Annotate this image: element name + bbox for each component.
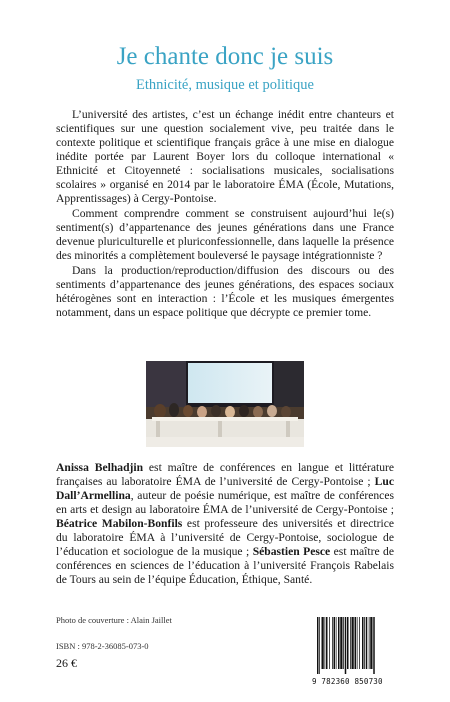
author-bio: est professeure des universités et directrice du laboratoire ÉMA à l’université de Cergy-Pontoise, sociologue de l’éducation et sociologue de la musique ; [56, 517, 395, 558]
description [56, 108, 394, 321]
author-name: Sébastien Pesce [252, 545, 331, 558]
authors-bio [56, 461, 394, 587]
isbn: ISBN : 978-2-36085-073-0 [56, 641, 149, 651]
author-name: Béatrice Mabilon-Bonfils [56, 517, 183, 530]
conference-photo-image [146, 361, 304, 447]
author-name: Luc Dall’Armellina [56, 475, 394, 502]
author-bio: , auteur de poésie numérique, est maître de conférences en arts et design au laboratoire ÉMA de l’université de Cergy-Pontoise ; [56, 489, 394, 516]
barcode-digits: 9 782360 850730 [312, 677, 383, 686]
description-paragraph-3: Dans la production/reproduction/diffusion des discours ou des sentiments d’appartenance des jeunes générations, des espaces sociaux hétérogènes sont en interaction : l’École et les musiques émergentes notamment, dans un espace politique que décrypte ce premier tome. [56, 264, 394, 319]
barcode-icon [316, 617, 395, 674]
author-name: Anissa Belhadjin [56, 461, 144, 474]
conference-photo [146, 361, 304, 447]
author-bio: est maître de conférences en sciences de l’éducation à l’université François Rabelais de Tours au sein de l’équipe Éducation, Éthique, Santé. [56, 545, 394, 586]
barcode [316, 617, 395, 674]
author-bio: est maître de conférences en langue et littérature françaises au laboratoire ÉMA de l’université de Cergy-Pontoise ; [56, 461, 394, 488]
authors-paragraph [56, 461, 394, 587]
price: 26 € [56, 656, 77, 670]
book-title: Je chante donc je suis [116, 43, 334, 70]
description-paragraph-1: L’université des artistes, c’est un échange inédit entre chanteurs et scientifiques sur une question socialement vive, peu traitée dans le contexte politique et scientifique français grâce à une mise en dialogue inédite portée par Laurent Boyer lors du colloque international « Ethnicité et Citoyenneté : socialisations musicales, socialisations scolaires » organisé en 2014 par le laboratoire ÉMA (École, Mutations, Apprentissages) à Cergy-Pontoise. [56, 108, 394, 205]
book-subtitle: Ethnicité, musique et politique [136, 77, 314, 93]
description-paragraph-2: Comment comprendre comment se construisent aujourd’hui le(s) sentiment(s) d’appartenance des jeunes générations dans une France devenue pluriculturelle et pluriconfessionnelle, dans laquelle la présence des minorités a complètement bouleversé le paysage intégrationniste ? [56, 207, 394, 262]
photo-credit: Photo de couverture : Alain Jaillet [56, 615, 172, 625]
